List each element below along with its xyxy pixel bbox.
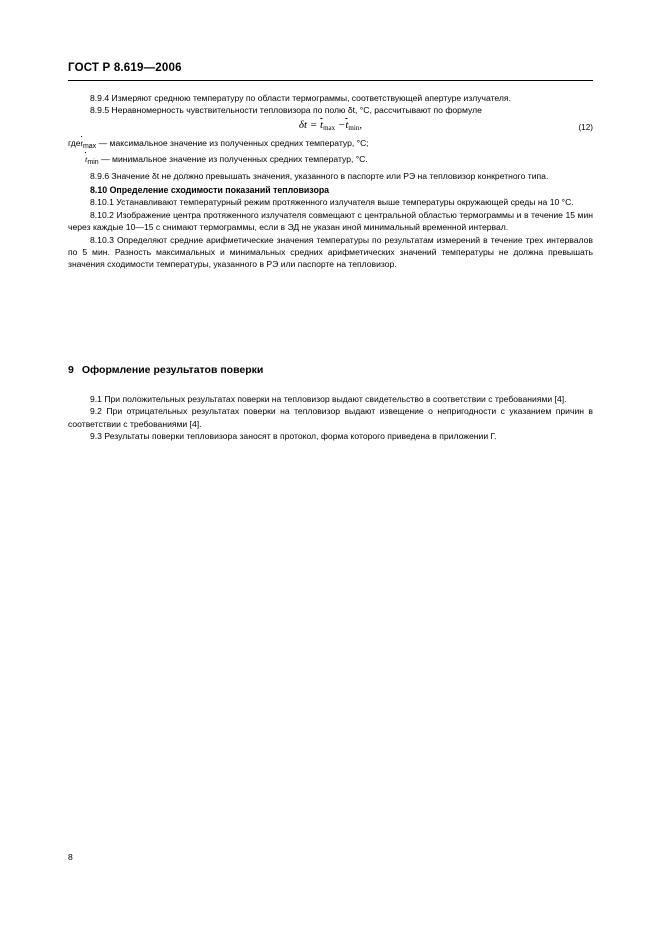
formula-delta: δ [298,118,305,131]
paragraph-8-9-5 [68,104,593,116]
paragraph-9-1 [68,393,593,405]
definition-symbol: t [80,137,83,148]
paragraph-text: При отрицательных результатах поверки на тепловизор выдают извещение о непригодности с указанием причин в соответствии с требованиями [4]. [68,406,593,429]
formula-number: (12) [578,122,593,132]
definition-item [68,153,593,169]
paragraph-8-10-1 [68,196,593,208]
section-number: 9 [68,364,74,376]
formula-tmin: t [345,118,349,131]
body-text-block [68,92,593,271]
definition-text: максимальное значение из полученных средних температур, °С; [109,137,369,148]
formula-t: t [304,118,308,131]
definition-symbol: t [85,154,88,165]
paragraph-text: При положительных результатах поверки на тепловизор выдают свидетельство в соответствии с требованиями [4]. [104,394,567,404]
paragraph-number: 8.10.2 [90,209,114,220]
definition-item [68,137,593,153]
formula-12 [299,119,362,134]
formula-tmax: t [320,118,324,131]
definition-dash: — [101,154,110,165]
subsection-number: 8.10 [90,185,108,196]
page-number: 8 [68,852,73,862]
paragraph-number: 8.9.6 [90,170,110,181]
formula-tmin-sub: min [348,123,360,132]
paragraph-number: 8.9.5 [90,105,110,116]
formula-tmax-sub: max [323,123,336,132]
paragraph-number: 9.3 [90,431,102,442]
definitions-list [68,137,593,170]
section-title-text: Оформление результатов поверки [81,364,264,376]
definition-symbol-sub: max [82,142,97,150]
paragraph-9-3 [68,430,593,442]
section-heading-9 [68,364,263,376]
paragraph-number: 8.9.4 [90,93,110,103]
paragraph-9-2 [68,405,593,430]
paragraph-text: Результаты поверки тепловизора заносят в протокол, форма которого приведена в приложении Г. [104,431,497,442]
formula-equals: = [309,118,318,131]
definition-text: минимальное значение из полученных средних температур, °С. [112,154,368,165]
header-rule [68,80,593,81]
definitions-lead: где [68,137,81,148]
paragraph-text: Значение δt не должно превышать значения, указанного в паспорте или РЭ на тепловизор конкретного типа. [111,170,549,181]
paragraph-text: Изображение центра протяженного излучателя совмещают с центральной областью термограммы и в течение 15 мин через каждые 10—15 с снимают термограммы, если в ЭД не указан иной минимальный временной интервал. [68,209,593,233]
subsection-title: Определение сходимости показаний тепловизора [109,185,330,196]
paragraph-8-9-6 [68,170,593,182]
paragraph-8-10-2 [68,209,593,234]
definition-symbol-sub: min [87,159,99,167]
page-header: ГОСТ Р 8.619—2006 [68,62,182,74]
formula-minus: − [337,118,346,131]
paragraph-8-10-3 [68,234,593,271]
subsection-heading-8-10 [68,184,593,196]
paragraph-text: Измеряют среднюю температуру по области термограммы, соответствующей апертуре излучателя. [111,93,511,103]
paragraph-text: Определяют средние арифметические значения температуры по результатам измерений в течение трех интервалов по 5 мин. Разность максимальных и минимальных средних арифметических значений температуры не должна превышать значения сходимости температуры, указанного в РЭ или паспорте на тепловизор. [68,234,593,270]
definition-dash: — [98,137,108,148]
paragraph-8-9-4 [68,92,593,104]
paragraph-text: Устанавливают температурный режим протяженного излучателя выше температуры окружающей среды на 10 °С. [116,197,574,208]
paragraph-number: 9.1 [90,394,102,404]
formula-row [68,119,593,136]
paragraph-number: 8.10.3 [90,234,114,245]
paragraph-number: 8.10.1 [90,197,114,208]
formula-comma: , [359,118,363,131]
section-9-body [68,393,593,443]
paragraph-text: Неравномерность чувствительности тепловизора по полю δt, °С, рассчитывают по формуле [111,105,482,116]
paragraph-number: 9.2 [90,406,102,417]
